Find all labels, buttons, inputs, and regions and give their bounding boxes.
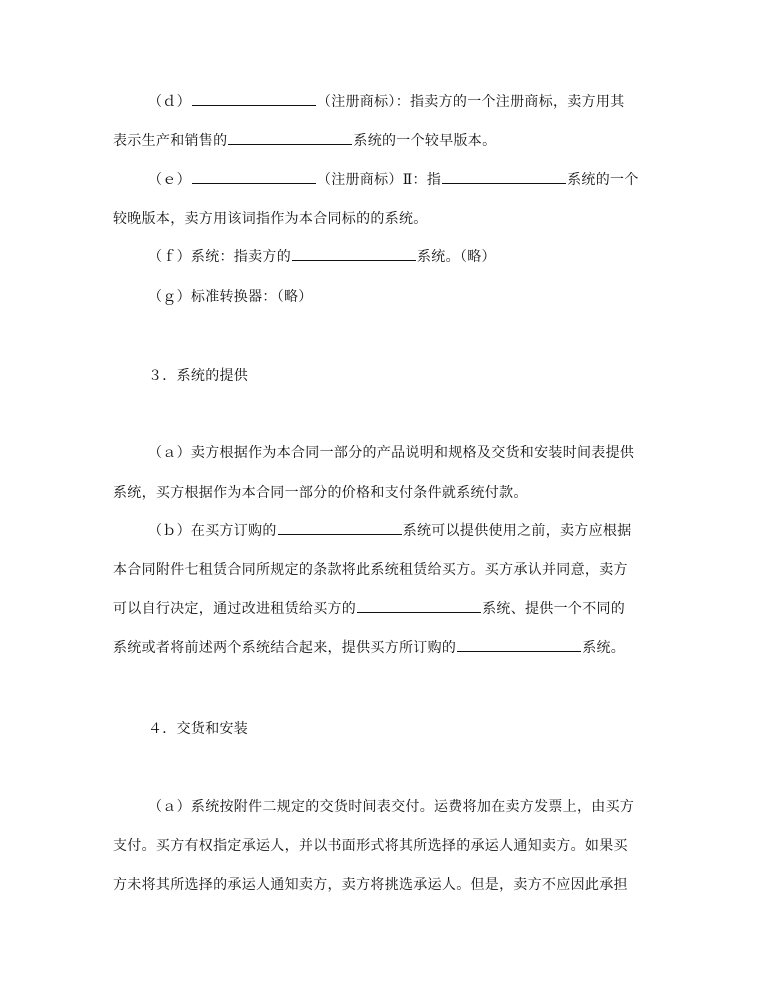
para-d-text: 表示生产和销售的 xyxy=(113,133,228,149)
para-f-line xyxy=(148,246,696,268)
paragraph-text: 方未将其所选择的承运人通知卖方，卖方将挑选承运人。但是，卖方不应因此承担 xyxy=(113,877,628,893)
para-e-line-1 xyxy=(148,169,696,191)
fill-blank xyxy=(457,637,581,652)
section-4a-line-1 xyxy=(148,796,696,818)
paragraph-text: 支付。买方有权指定承运人，并以书面形式将其所选择的承运人通知卖方。如果买 xyxy=(113,838,628,854)
para-f-text: （ｆ）系统：指卖方的 xyxy=(148,249,291,265)
paragraph-text: 系统或者将前述两个系统结合起来，提供买方所订购的 xyxy=(113,640,457,656)
section-3b-line-1 xyxy=(148,520,696,542)
section-3a-line-1 xyxy=(148,442,696,464)
paragraph-text: （ｂ）在买方订购的 xyxy=(148,523,277,539)
fill-blank xyxy=(292,246,416,261)
section-3a-line-2 xyxy=(113,482,661,504)
para-e-line-2 xyxy=(113,208,661,230)
fill-blank xyxy=(192,169,316,184)
paragraph-text: 系统，买方根据作为本合同一部分的价格和支付条件就系统付款。 xyxy=(113,485,528,501)
fill-blank xyxy=(278,520,402,535)
paragraph-text: 系统。 xyxy=(582,640,626,656)
para-g-text: （ｇ）标准转换器：（略） xyxy=(148,289,313,305)
paragraph-text: （ａ）卖方根据作为本合同一部分的产品说明和规格及交货和安装时间表提供 xyxy=(148,445,635,461)
para-e-text: （注册商标）Ⅱ：指 xyxy=(316,172,442,188)
section-4a-line-3 xyxy=(113,874,661,896)
paragraph-text: （ａ）系统按附件二规定的交货时间表交付。运费将加在卖方发票上，由买方 xyxy=(148,799,635,815)
section-3b-line-3 xyxy=(113,598,661,620)
paragraph-text: 本合同附件七租赁合同所规定的条款将此系统租赁给买方。买方承认并同意，卖方 xyxy=(113,562,628,578)
section-heading-text: ４．交货和安装 xyxy=(148,721,249,737)
section-3b-line-4 xyxy=(113,637,661,659)
fill-blank xyxy=(228,130,352,145)
section-3b-line-2 xyxy=(113,559,661,581)
para-d-line-2 xyxy=(113,130,661,152)
section-3-heading xyxy=(148,365,696,387)
para-e-text: 较晚版本，卖方用该词指作为本合同标的的系统。 xyxy=(113,211,428,227)
paragraph-text: 可以自行决定，通过改进租赁给买方的 xyxy=(113,601,357,617)
para-d-text: （注册商标）：指卖方的一个注册商标，卖方用其 xyxy=(316,94,625,110)
para-e-label: （ｅ） xyxy=(148,172,191,188)
para-g-line xyxy=(148,286,696,308)
para-d-line-1 xyxy=(148,91,696,113)
section-4-heading xyxy=(148,718,696,740)
fill-blank xyxy=(357,598,481,613)
paragraph-text: 系统、提供一个不同的 xyxy=(482,601,626,617)
para-e-text: 系统的一个 xyxy=(567,172,639,188)
section-4a-line-2 xyxy=(113,835,661,857)
fill-blank xyxy=(192,91,316,106)
fill-blank xyxy=(442,169,566,184)
para-f-text: 系统。（略） xyxy=(417,249,496,265)
section-heading-text: ３．系统的提供 xyxy=(148,368,249,384)
para-d-text: 系统的一个较早版本。 xyxy=(353,133,497,149)
paragraph-text: 系统可以提供使用之前，卖方应根据 xyxy=(402,523,632,539)
para-d-label: （ｄ） xyxy=(148,94,191,110)
